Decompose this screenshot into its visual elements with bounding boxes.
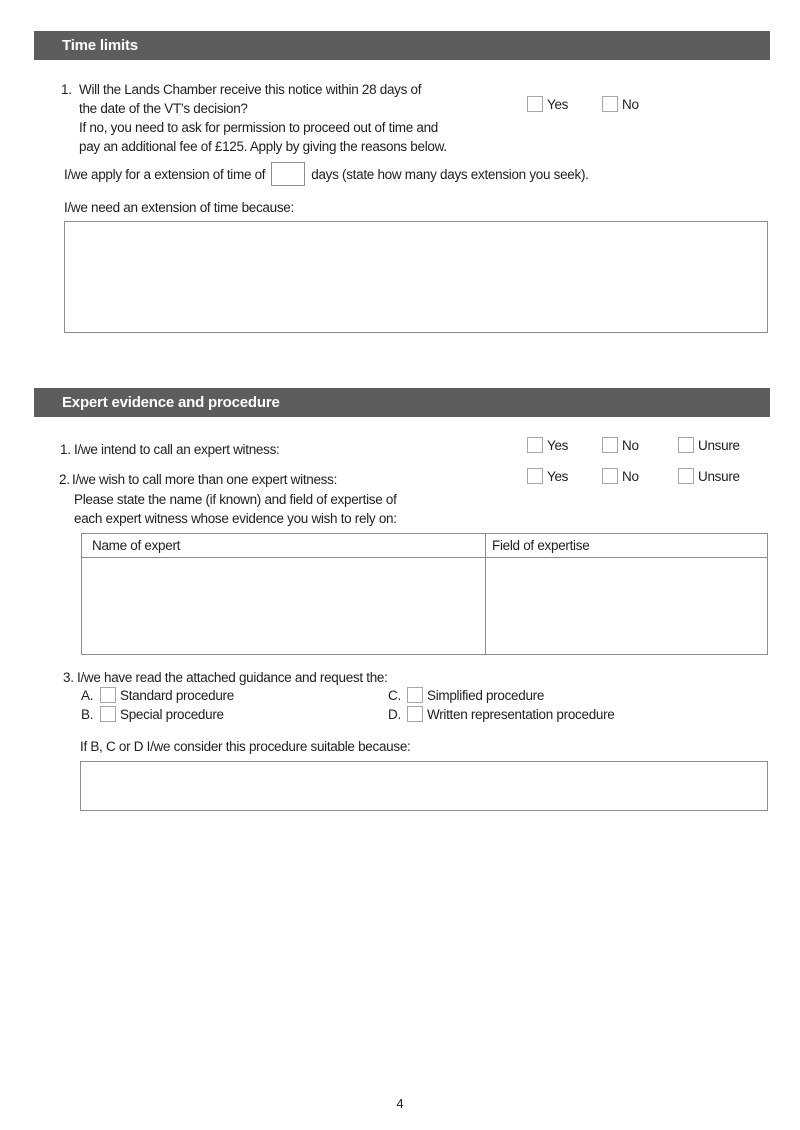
table-header-row	[82, 534, 767, 558]
table-header-field-of-expertise: Field of expertise	[492, 538, 590, 553]
checkbox-label: Yes	[547, 468, 569, 484]
procedure-option-a[interactable]	[81, 687, 234, 703]
procedure-suitable-label: If B, C or D I/we consider this procedure suitable because:	[80, 739, 411, 754]
extension-reason-label: I/we need an extension of time because:	[64, 200, 294, 215]
procedure-option-c[interactable]	[388, 687, 544, 703]
question-number: 1.	[60, 442, 71, 457]
expert-witness-table	[81, 533, 768, 655]
extension-text-after: days (state how many days extension you seek).	[311, 166, 589, 182]
option-letter: C.	[388, 687, 401, 703]
checkbox-label: No	[622, 96, 639, 112]
question-note-line: each expert witness whose evidence you wish to rely on:	[74, 511, 397, 526]
ex-q1-option-yes[interactable]	[527, 437, 568, 453]
tl-q1-option-yes[interactable]	[527, 96, 568, 112]
checkbox-yes[interactable]	[527, 468, 543, 484]
checkbox-special-procedure[interactable]	[100, 706, 116, 722]
page-number: 4	[396, 1096, 404, 1111]
checkbox-label: Yes	[547, 437, 569, 453]
ex-q1-option-no[interactable]	[602, 437, 639, 453]
option-label: Written representation procedure	[427, 706, 615, 722]
question-line: If no, you need to ask for permission to proceed out of time and	[79, 120, 439, 135]
checkbox-unsure[interactable]	[678, 437, 694, 453]
checkbox-label: Unsure	[698, 468, 740, 484]
extension-text-before: I/we apply for a extension of time of	[64, 166, 266, 182]
question-line: Will the Lands Chamber receive this notice within 28 days of	[79, 82, 422, 97]
checkbox-standard-procedure[interactable]	[100, 687, 116, 703]
procedure-option-b[interactable]	[81, 706, 224, 722]
section-title-expert-evidence: Expert evidence and procedure	[62, 394, 280, 411]
table-header-name-of-expert: Name of expert	[82, 534, 486, 557]
checkbox-label: No	[622, 468, 639, 484]
table-row	[82, 558, 767, 654]
table-cell-name-of-expert[interactable]	[82, 558, 486, 654]
ex-q1-option-unsure[interactable]	[678, 437, 740, 453]
ex-q2-option-unsure[interactable]	[678, 468, 740, 484]
checkbox-no[interactable]	[602, 468, 618, 484]
checkbox-no[interactable]	[602, 437, 618, 453]
option-letter: B.	[81, 706, 94, 722]
extension-days-input[interactable]	[271, 162, 305, 186]
checkbox-label: Yes	[547, 96, 569, 112]
section-bar-expert-evidence	[34, 388, 770, 417]
extension-reason-textarea[interactable]	[64, 221, 768, 333]
checkbox-written-representation-procedure[interactable]	[407, 706, 423, 722]
tl-q1-option-no[interactable]	[602, 96, 639, 112]
option-label: Standard procedure	[120, 687, 234, 703]
checkbox-label: Unsure	[698, 437, 740, 453]
question-note-line: Please state the name (if known) and field of expertise of	[74, 492, 397, 507]
section-title-time-limits: Time limits	[62, 37, 138, 54]
question-number: 3.	[63, 670, 74, 685]
option-label: Simplified procedure	[427, 687, 545, 703]
question-text: I/we have read the attached guidance and request the:	[77, 670, 388, 685]
checkbox-label: No	[622, 437, 639, 453]
question-number: 1.	[61, 82, 72, 97]
extension-line	[64, 162, 589, 186]
checkbox-no[interactable]	[602, 96, 618, 112]
procedure-suitable-textarea[interactable]	[80, 761, 768, 811]
ex-q2-option-yes[interactable]	[527, 468, 568, 484]
question-line: the date of the VT’s decision?	[79, 101, 248, 116]
ex-q2-option-no[interactable]	[602, 468, 639, 484]
option-label: Special procedure	[120, 706, 224, 722]
table-cell-field-of-expertise[interactable]	[486, 558, 767, 654]
checkbox-yes[interactable]	[527, 96, 543, 112]
checkbox-yes[interactable]	[527, 437, 543, 453]
section-bar-time-limits	[34, 31, 770, 60]
question-text: I/we wish to call more than one expert witness:	[72, 472, 338, 487]
question-text: I/we intend to call an expert witness:	[74, 442, 280, 457]
option-letter: D.	[388, 706, 401, 722]
question-number: 2.	[59, 472, 70, 487]
checkbox-unsure[interactable]	[678, 468, 694, 484]
question-text	[79, 80, 447, 156]
question-line: pay an additional fee of £125. Apply by giving the reasons below.	[79, 139, 447, 154]
procedure-option-d[interactable]	[388, 706, 615, 722]
option-letter: A.	[81, 687, 94, 703]
checkbox-simplified-procedure[interactable]	[407, 687, 423, 703]
